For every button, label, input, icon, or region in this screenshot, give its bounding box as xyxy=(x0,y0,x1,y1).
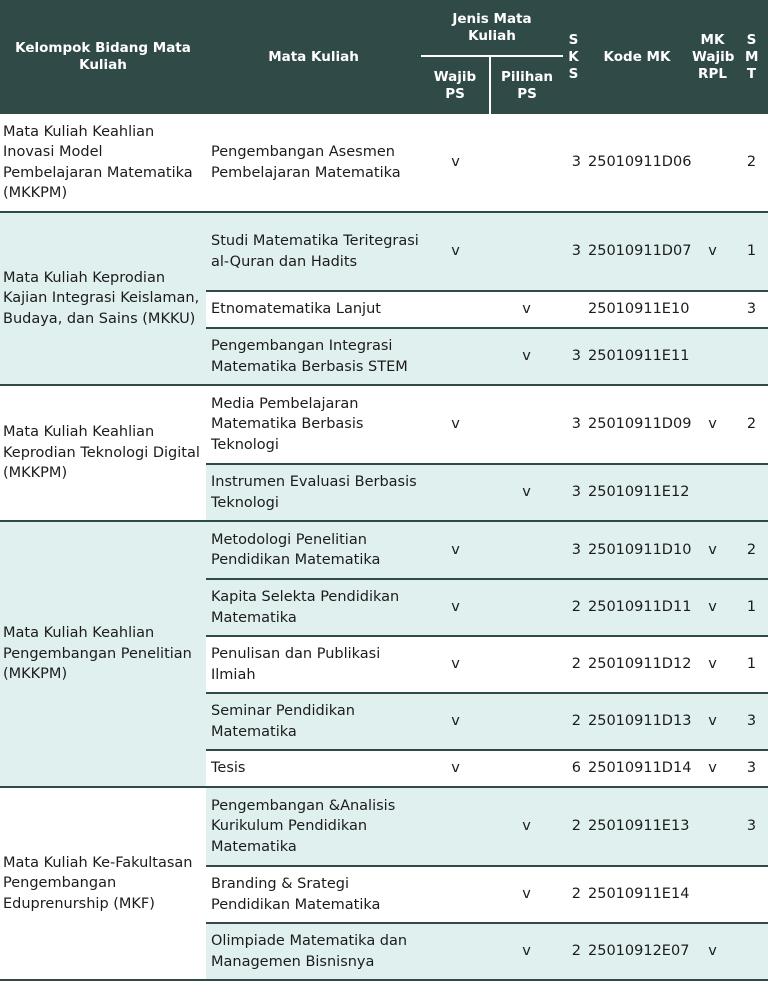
header-smt: S M T xyxy=(735,0,768,114)
header-sks: S K S xyxy=(563,0,584,114)
sks-value: 3 xyxy=(563,521,584,579)
course-code: 25010911E11 xyxy=(584,328,690,385)
wajib-mark: v xyxy=(421,521,490,579)
table-row xyxy=(0,114,768,212)
course-code: 25010911D11 xyxy=(584,579,690,636)
course-code: 25010911E12 xyxy=(584,464,690,521)
rpl-mark xyxy=(690,114,735,212)
course-code: 25010911D09 xyxy=(584,385,690,464)
smt-value xyxy=(735,923,768,980)
course-code: 25010911D07 xyxy=(584,212,690,291)
course-name: Branding & Srategi Pendidikan Matematika xyxy=(206,866,421,923)
header-jenis: Jenis Mata Kuliah xyxy=(421,0,563,56)
wajib-mark: v xyxy=(421,750,490,787)
header-wajib: Wajib PS xyxy=(421,56,490,114)
rpl-mark xyxy=(690,787,735,866)
course-name: Pengembangan Integrasi Matematika Berbasis STEM xyxy=(206,328,421,385)
rpl-mark xyxy=(690,464,735,521)
group-name: Mata Kuliah Keahlian Inovasi Model Pembelajaran Matematika (MKKPM) xyxy=(0,114,206,212)
pilihan-mark xyxy=(490,521,563,579)
pilihan-mark: v xyxy=(490,328,563,385)
course-code: 25010911D13 xyxy=(584,693,690,750)
course-code: 25010911E14 xyxy=(584,866,690,923)
pilihan-mark xyxy=(490,385,563,464)
smt-value: 1 xyxy=(735,212,768,291)
course-name: Seminar Pendidikan Matematika xyxy=(206,693,421,750)
group-name: Mata Kuliah Keprodian Kajian Integrasi Keislaman, Budaya, dan Sains (MKKU) xyxy=(0,212,206,385)
table-row xyxy=(0,521,768,579)
pilihan-mark: v xyxy=(490,787,563,866)
rpl-mark: v xyxy=(690,750,735,787)
course-name: Instrumen Evaluasi Berbasis Teknologi xyxy=(206,464,421,521)
course-code: 25010912E07 xyxy=(584,923,690,980)
rpl-mark: v xyxy=(690,521,735,579)
sks-value xyxy=(563,291,584,328)
pilihan-mark xyxy=(490,693,563,750)
rpl-mark: v xyxy=(690,579,735,636)
rpl-mark: v xyxy=(690,212,735,291)
pilihan-mark xyxy=(490,636,563,693)
sks-value: 3 xyxy=(563,328,584,385)
table-row xyxy=(0,787,768,866)
sks-value: 3 xyxy=(563,114,584,212)
pilihan-mark xyxy=(490,750,563,787)
smt-value: 2 xyxy=(735,521,768,579)
table-row xyxy=(0,212,768,291)
smt-value: 3 xyxy=(735,750,768,787)
smt-value: 1 xyxy=(735,579,768,636)
course-name: Metodologi Penelitian Pendidikan Matematika xyxy=(206,521,421,579)
smt-value xyxy=(735,866,768,923)
wajib-mark xyxy=(421,787,490,866)
course-name: Media Pembelajaran Matematika Berbasis Teknologi xyxy=(206,385,421,464)
course-name: Olimpiade Matematika dan Managemen Bisnisnya xyxy=(206,923,421,980)
sks-value: 2 xyxy=(563,866,584,923)
rpl-mark xyxy=(690,291,735,328)
course-code: 25010911D10 xyxy=(584,521,690,579)
pilihan-mark: v xyxy=(490,866,563,923)
pilihan-mark: v xyxy=(490,464,563,521)
table-body xyxy=(0,114,768,980)
smt-value: 2 xyxy=(735,385,768,464)
table-row xyxy=(0,385,768,464)
rpl-mark: v xyxy=(690,923,735,980)
pilihan-mark xyxy=(490,114,563,212)
course-name: Penulisan dan Publikasi Ilmiah xyxy=(206,636,421,693)
wajib-mark: v xyxy=(421,212,490,291)
pilihan-mark xyxy=(490,212,563,291)
header-pilihan: Pilihan PS xyxy=(490,56,563,114)
wajib-mark: v xyxy=(421,636,490,693)
sks-value: 3 xyxy=(563,464,584,521)
sks-value: 3 xyxy=(563,385,584,464)
sks-value: 2 xyxy=(563,636,584,693)
course-code: 25010911D14 xyxy=(584,750,690,787)
course-code: 25010911D06 xyxy=(584,114,690,212)
wajib-mark xyxy=(421,291,490,328)
wajib-mark: v xyxy=(421,385,490,464)
course-code: 25010911D12 xyxy=(584,636,690,693)
smt-value: 1 xyxy=(735,636,768,693)
wajib-mark xyxy=(421,328,490,385)
pilihan-mark xyxy=(490,579,563,636)
course-name: Etnomatematika Lanjut xyxy=(206,291,421,328)
pilihan-mark: v xyxy=(490,923,563,980)
rpl-mark xyxy=(690,328,735,385)
wajib-mark: v xyxy=(421,579,490,636)
course-code: 25010911E13 xyxy=(584,787,690,866)
rpl-mark: v xyxy=(690,636,735,693)
header-kelompok: Kelompok Bidang Mata Kuliah xyxy=(0,0,206,114)
sks-value: 6 xyxy=(563,750,584,787)
sks-value: 2 xyxy=(563,787,584,866)
header-mk-wajib: MK Wajib RPL xyxy=(690,0,735,114)
course-code: 25010911E10 xyxy=(584,291,690,328)
wajib-mark: v xyxy=(421,693,490,750)
course-name: Pengembangan &Analisis Kurikulum Pendidikan Matematika xyxy=(206,787,421,866)
smt-value: 3 xyxy=(735,291,768,328)
pilihan-mark: v xyxy=(490,291,563,328)
wajib-mark xyxy=(421,923,490,980)
course-name: Pengembangan Asesmen Pembelajaran Matematika xyxy=(206,114,421,212)
wajib-mark xyxy=(421,464,490,521)
header-mata-kuliah: Mata Kuliah xyxy=(206,0,421,114)
course-name: Tesis xyxy=(206,750,421,787)
smt-value: 3 xyxy=(735,787,768,866)
sks-value: 2 xyxy=(563,579,584,636)
header-kode: Kode MK xyxy=(584,0,690,114)
rpl-mark xyxy=(690,866,735,923)
smt-value: 3 xyxy=(735,693,768,750)
rpl-mark: v xyxy=(690,693,735,750)
wajib-mark: v xyxy=(421,114,490,212)
group-name: Mata Kuliah Keahlian Pengembangan Penelitian (MKKPM) xyxy=(0,521,206,787)
course-name: Kapita Selekta Pendidikan Matematika xyxy=(206,579,421,636)
course-name: Studi Matematika Teritegrasi al-Quran dan Hadits xyxy=(206,212,421,291)
sks-value: 2 xyxy=(563,693,584,750)
smt-value: 2 xyxy=(735,114,768,212)
group-name: Mata Kuliah Keahlian Keprodian Teknologi Digital (MKKPM) xyxy=(0,385,206,521)
sks-value: 2 xyxy=(563,923,584,980)
rpl-mark: v xyxy=(690,385,735,464)
group-name: Mata Kuliah Ke-Fakultasan Pengembangan Eduprenurship (MKF) xyxy=(0,787,206,980)
wajib-mark xyxy=(421,866,490,923)
sks-value: 3 xyxy=(563,212,584,291)
smt-value xyxy=(735,328,768,385)
smt-value xyxy=(735,464,768,521)
